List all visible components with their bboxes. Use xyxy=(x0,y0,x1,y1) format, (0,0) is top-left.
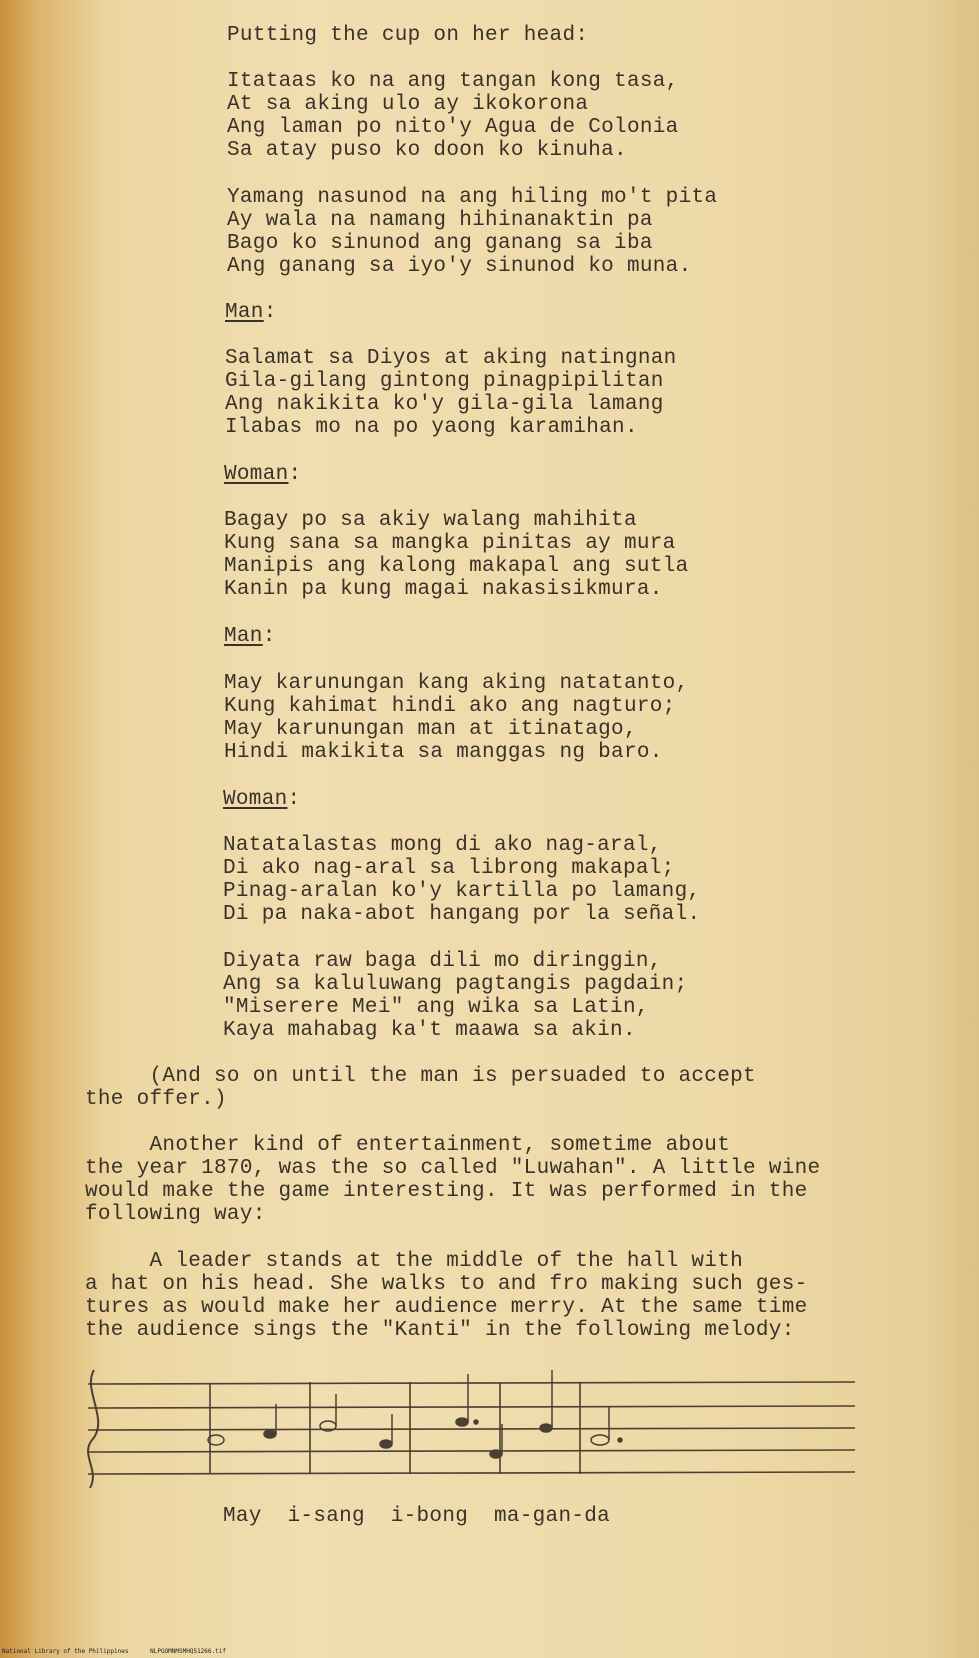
woman1-line: Bagay po sa akiy walang mahihita xyxy=(224,509,637,532)
final-stanza-line: Kaya mahabag ka't maawa sa akin. xyxy=(223,1019,636,1042)
paragraph-line: Another kind of entertainment, sometime about xyxy=(85,1134,731,1157)
stanza2-line: Ang ganang sa iyo'y sinunod ko muna. xyxy=(227,255,692,278)
speaker-label: Woman xyxy=(224,463,289,486)
speaker-label: Man xyxy=(224,625,263,648)
man1-line: Gila-gilang gintong pinagpipilitan xyxy=(225,370,664,393)
paragraph-line: the audience sings the "Kanti" in the following melody: xyxy=(85,1319,795,1342)
speaker-heading-woman-2: Woman: xyxy=(223,788,301,811)
speaker-label: Man xyxy=(225,301,264,324)
verse-intro: Putting the cup on her head: xyxy=(227,24,589,47)
woman1-line: Kung sana sa mangka pinitas ay mura xyxy=(224,532,676,555)
staff-drawing xyxy=(80,1370,860,1500)
speaker-heading-man-2: Man: xyxy=(224,625,276,648)
music-staff xyxy=(80,1370,860,1500)
speaker-label: Woman xyxy=(223,788,288,811)
stanza1-line: Sa atay puso ko doon ko kinuha. xyxy=(227,139,627,162)
song-lyrics: May i-sang i-bong ma-gan-da xyxy=(223,1505,611,1528)
man2-line: May karunungan man at itinatago, xyxy=(224,718,637,741)
paragraph-line: would make the game interesting. It was performed in the xyxy=(85,1180,808,1203)
woman2-line: Natatalastas mong di ako nag-aral, xyxy=(223,834,662,857)
archive-footer: National Library of the Philippines NLPGOMNMSMHQ51266.tif xyxy=(2,1648,226,1655)
paragraph-line: following way: xyxy=(85,1203,266,1226)
stanza2-line: Yamang nasunod na ang hiling mo't pita xyxy=(227,186,718,209)
stanza1-line: Ang laman po nito'y Agua de Colonia xyxy=(227,116,679,139)
man2-line: Kung kahimat hindi ako ang nagturo; xyxy=(224,695,676,718)
stanza2-line: Ay wala na namang hihinanaktin pa xyxy=(227,209,653,232)
woman2-line: Di ako nag-aral sa librong makapal; xyxy=(223,857,675,880)
paragraph-line: tures as would make her audience merry. At the same time xyxy=(85,1296,808,1319)
stanza1-line: Itataas ko na ang tangan kong tasa, xyxy=(227,70,679,93)
note-line: (And so on until the man is persuaded to accept xyxy=(85,1065,756,1088)
final-stanza-line: Diyata raw baga dili mo diringgin, xyxy=(223,950,662,973)
man2-line: May karunungan kang aking natatanto, xyxy=(224,672,689,695)
stanza1-line: At sa aking ulo ay ikokorona xyxy=(227,93,589,116)
man1-line: Salamat sa Diyos at aking natingnan xyxy=(225,347,677,370)
paragraph-line: the year 1870, was the so called "Luwahan". A little wine xyxy=(85,1157,821,1180)
woman1-line: Kanin pa kung magai nakasisikmura. xyxy=(224,578,663,601)
stanza2-line: Bago ko sinunod ang ganang sa iba xyxy=(227,232,653,255)
final-stanza-line: "Miserere Mei" ang wika sa Latin, xyxy=(223,996,649,1019)
speaker-heading-man-1: Man: xyxy=(225,301,277,324)
woman1-line: Manipis ang kalong makapal ang sutla xyxy=(224,555,689,578)
man1-line: Ang nakikita ko'y gila-gila lamang xyxy=(225,393,664,416)
paragraph-line: a hat on his head. She walks to and fro making such ges- xyxy=(85,1273,808,1296)
woman2-line: Di pa naka-abot hangang por la señal. xyxy=(223,903,701,926)
final-stanza-line: Ang sa kaluluwang pagtangis pagdain; xyxy=(223,973,688,996)
speaker-heading-woman-1: Woman: xyxy=(224,463,302,486)
man1-line: Ilabas mo na po yaong karamihan. xyxy=(225,416,638,439)
woman2-line: Pinag-aralan ko'y kartilla po lamang, xyxy=(223,880,701,903)
paragraph-line: A leader stands at the middle of the hall with xyxy=(85,1250,744,1273)
man2-line: Hindi makikita sa manggas ng baro. xyxy=(224,741,663,764)
note-line: the offer.) xyxy=(85,1088,227,1111)
